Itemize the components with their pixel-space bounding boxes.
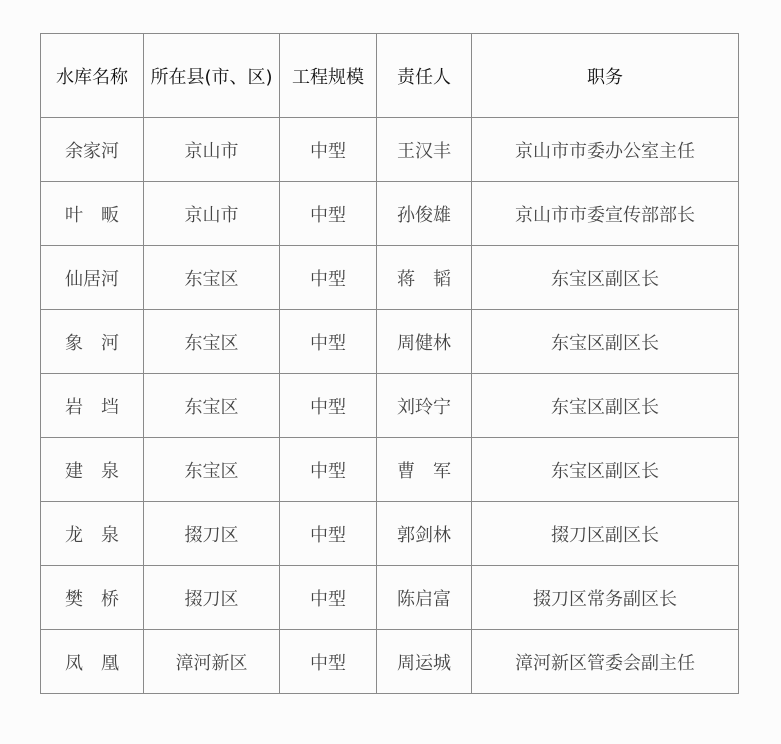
cell-reservoir-name: 仙居河 <box>41 246 144 310</box>
reservoir-responsibility-table <box>40 33 739 694</box>
cell-responsible-person: 陈启富 <box>377 566 472 630</box>
cell-county: 东宝区 <box>144 310 280 374</box>
cell-reservoir-name: 樊 桥 <box>41 566 144 630</box>
cell-reservoir-name: 龙 泉 <box>41 502 144 566</box>
cell-position: 京山市市委宣传部部长 <box>472 182 739 246</box>
table-row <box>41 310 739 374</box>
header-position: 职务 <box>472 34 739 118</box>
cell-reservoir-name: 象 河 <box>41 310 144 374</box>
cell-position: 掇刀区副区长 <box>472 502 739 566</box>
cell-reservoir-name: 余家河 <box>41 118 144 182</box>
table-row <box>41 438 739 502</box>
table-row <box>41 246 739 310</box>
cell-position: 漳河新区管委会副主任 <box>472 630 739 694</box>
cell-reservoir-name: 建 泉 <box>41 438 144 502</box>
cell-county: 东宝区 <box>144 438 280 502</box>
table-row <box>41 182 739 246</box>
cell-responsible-person: 孙俊雄 <box>377 182 472 246</box>
cell-county: 掇刀区 <box>144 502 280 566</box>
table-row <box>41 502 739 566</box>
table-row <box>41 630 739 694</box>
cell-scale: 中型 <box>280 374 377 438</box>
cell-reservoir-name: 叶 畈 <box>41 182 144 246</box>
cell-scale: 中型 <box>280 566 377 630</box>
cell-responsible-person: 周健林 <box>377 310 472 374</box>
cell-scale: 中型 <box>280 118 377 182</box>
cell-responsible-person: 曹 军 <box>377 438 472 502</box>
cell-county: 漳河新区 <box>144 630 280 694</box>
table-row <box>41 118 739 182</box>
cell-scale: 中型 <box>280 246 377 310</box>
cell-scale: 中型 <box>280 438 377 502</box>
cell-county: 东宝区 <box>144 374 280 438</box>
table-row <box>41 374 739 438</box>
header-reservoir-name: 水库名称 <box>41 34 144 118</box>
cell-scale: 中型 <box>280 630 377 694</box>
cell-responsible-person: 郭剑林 <box>377 502 472 566</box>
cell-position: 京山市市委办公室主任 <box>472 118 739 182</box>
cell-reservoir-name: 凤 凰 <box>41 630 144 694</box>
cell-scale: 中型 <box>280 310 377 374</box>
cell-county: 东宝区 <box>144 246 280 310</box>
cell-county: 京山市 <box>144 118 280 182</box>
cell-responsible-person: 刘玲宁 <box>377 374 472 438</box>
table-header-row <box>41 34 739 118</box>
cell-responsible-person: 王汉丰 <box>377 118 472 182</box>
cell-responsible-person: 周运城 <box>377 630 472 694</box>
header-responsible-person: 责任人 <box>377 34 472 118</box>
cell-responsible-person: 蒋 韬 <box>377 246 472 310</box>
cell-reservoir-name: 岩 垱 <box>41 374 144 438</box>
cell-county: 京山市 <box>144 182 280 246</box>
cell-scale: 中型 <box>280 502 377 566</box>
cell-county: 掇刀区 <box>144 566 280 630</box>
cell-position: 东宝区副区长 <box>472 438 739 502</box>
cell-position: 掇刀区常务副区长 <box>472 566 739 630</box>
header-county: 所在县(市、区) <box>144 34 280 118</box>
cell-position: 东宝区副区长 <box>472 374 739 438</box>
cell-position: 东宝区副区长 <box>472 246 739 310</box>
cell-scale: 中型 <box>280 182 377 246</box>
cell-position: 东宝区副区长 <box>472 310 739 374</box>
table-row <box>41 566 739 630</box>
header-scale: 工程规模 <box>280 34 377 118</box>
